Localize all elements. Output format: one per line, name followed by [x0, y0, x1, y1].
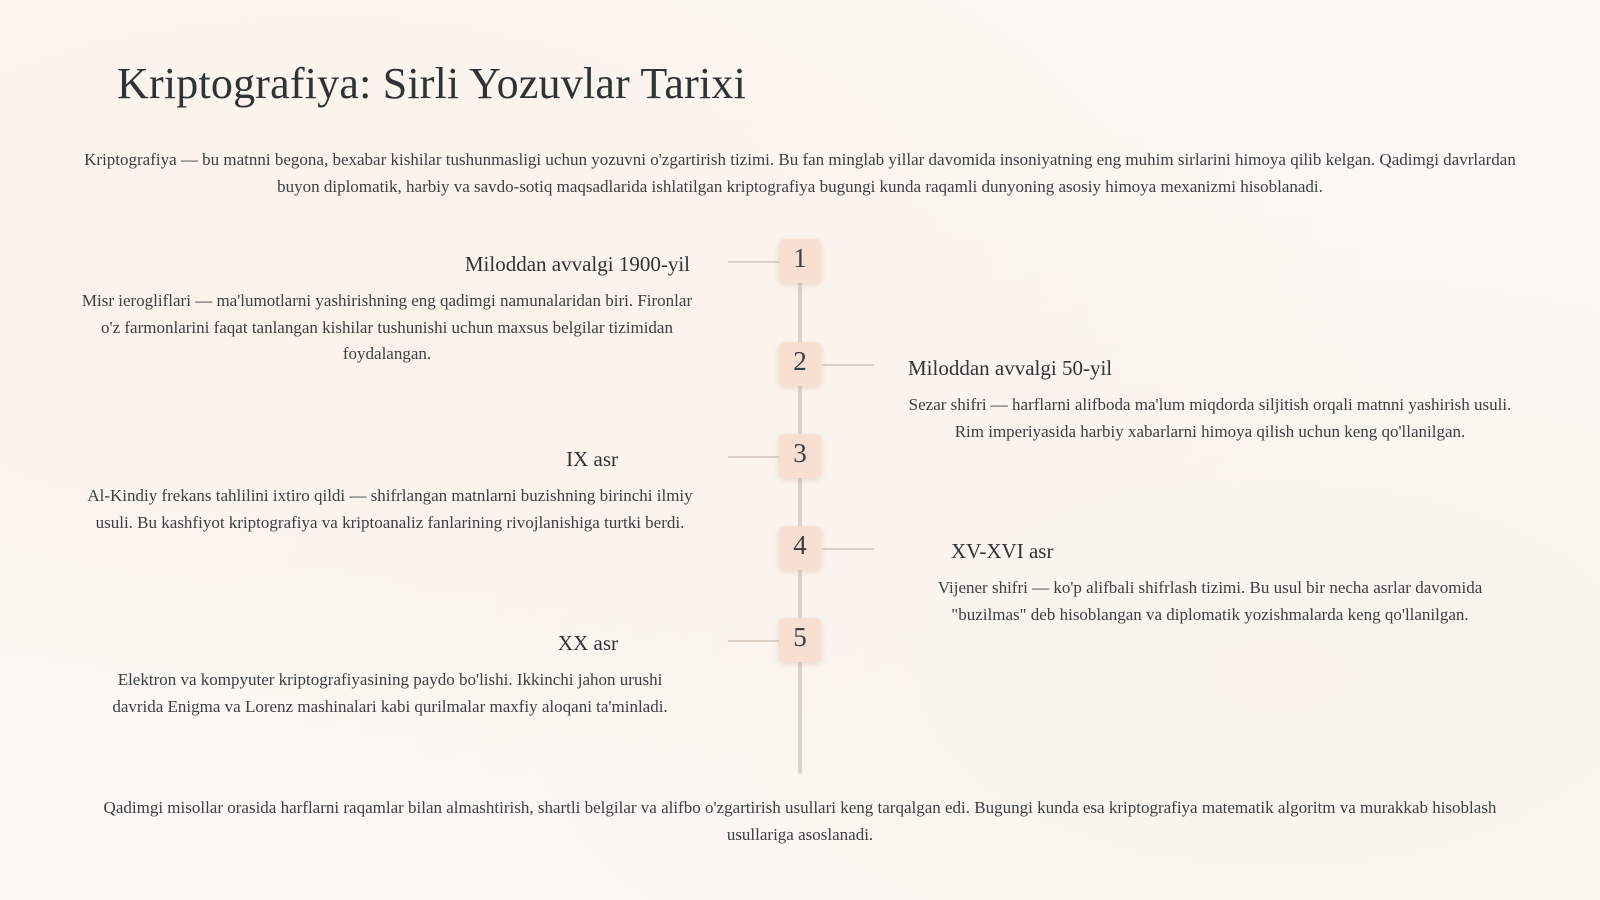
- timeline-marker: 5: [779, 618, 821, 662]
- timeline-connector: [728, 261, 780, 263]
- event-description: Sezar shifri — harflarni alifboda ma'lum miqdorda siljitish orqali matnni yashirish usuli. Rim imperiyasida harbiy xabarlarni himoya qilish uchun keng qo'llanilgan.: [908, 395, 1512, 441]
- event-description: Elektron va kompyuter kriptografiyasining paydo bo'lishi. Ikkinchi jahon urushi davrida Enigma va Lorenz mashinalari kabi qurilmalar maxfiy aloqani ta'minladi.: [112, 670, 668, 716]
- event-description: Vijener shifri — ko'p alifbali shifrlash tizimi. Bu usul bir necha asrlar davomida "buzilmas" deb hisoblangan va diplomatik yozishmalarda keng qo'llanilgan.: [937, 578, 1483, 624]
- timeline-connector: [822, 548, 874, 550]
- page-title: Kriptografiya: Sirli Yozuvlar Tarixi: [117, 59, 747, 108]
- closing-paragraph: Qadimgi misollar orasida harflarni raqamlar bilan almashtirish, shartli belgilar va alifbo o'zgartirish usullari keng tarqalgan edi. Bugungi kunda esa kriptografiya matematik algoritm va murakkab hisoblash usullariga asoslanadi.: [103, 798, 1497, 844]
- timeline-marker: 1: [779, 239, 821, 283]
- timeline-event: [900, 537, 1520, 628]
- timeline-connector: [822, 364, 874, 366]
- timeline-marker: 4: [779, 526, 821, 570]
- event-period: Miloddan avvalgi 50-yil: [908, 356, 1113, 380]
- event-period: Miloddan avvalgi 1900-yil: [464, 252, 690, 276]
- intro-paragraph: Kriptografiya — bu matnni begona, bexabar kishilar tushunmasligi uchun yozuvni o'zgartirish tizimi. Bu fan minglab yillar davomida insoniyatning eng muhim sirlarini himoya qilib kelgan. Qadimgi davrlardan buyon diplomatik, harbiy va savdo-sotiq maqsadlarida ishlatilgan kriptografiya bugungi kunda raqamli dunyoning asosiy himoya mexanizmi hisoblanadi.: [84, 150, 1516, 196]
- timeline-connector: [728, 640, 780, 642]
- event-description: Misr ierogliflari — ma'lumotlarni yashirishning eng qadimgi namunalaridan biri. Fironlar o'z farmonlarini faqat tanlangan kishilar tushunishi uchun maxsus belgilar tizimidan foydalangan.: [81, 291, 693, 363]
- timeline-event: [80, 629, 700, 720]
- timeline-event: [80, 250, 700, 368]
- timeline-event: [900, 354, 1520, 445]
- timeline-marker: 3: [779, 434, 821, 478]
- timeline-event: [80, 445, 700, 536]
- timeline-marker: 2: [779, 342, 821, 386]
- event-period: IX asr: [566, 447, 618, 471]
- timeline-connector: [728, 456, 780, 458]
- timeline-axis: [798, 262, 802, 774]
- event-period: XV-XVI asr: [951, 539, 1054, 563]
- event-description: Al-Kindiy frekans tahlilini ixtiro qildi — shifrlangan matnlarni buzishning birinchi ilmiy usuli. Bu kashfiyot kriptografiya va kriptoanaliz fanlarining rivojlanishiga turtki berdi.: [87, 486, 693, 532]
- event-period: XX asr: [557, 631, 618, 655]
